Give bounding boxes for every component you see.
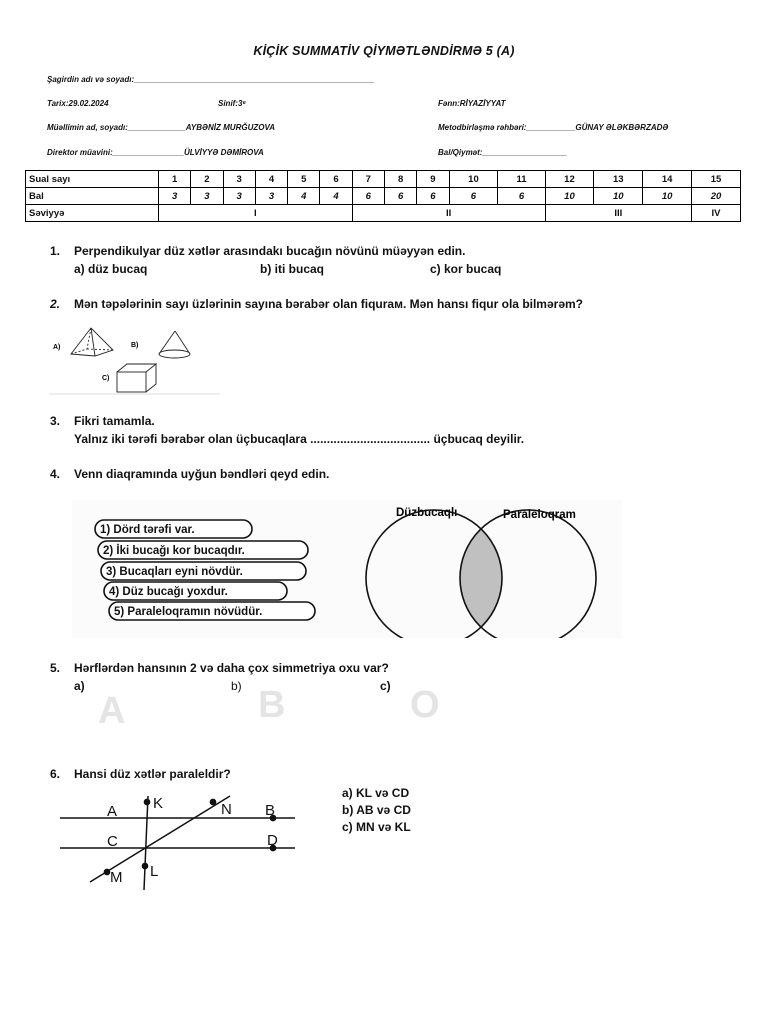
statement-3: 3) Bucaqları eyni növdür.	[106, 566, 243, 578]
letter-a-figure: A	[98, 690, 126, 732]
label-c: C)	[102, 375, 110, 382]
question-number: 3.	[50, 414, 61, 428]
level-row	[26, 205, 741, 222]
venn-label-parallelogram: Paraleloqram	[503, 509, 576, 521]
question-number: 2.	[50, 297, 61, 311]
label-d: D	[267, 832, 278, 849]
row-label-points: Bal	[26, 188, 159, 205]
question-number: 4.	[50, 467, 61, 481]
question-cell: 13	[594, 171, 643, 188]
question-cell: 10	[449, 171, 498, 188]
methodist-label: Metodbirləşmə rəhbəri:___________GÜNAY ƏLƏKBƏRZADƏ	[438, 123, 669, 132]
points-row	[26, 188, 741, 205]
points-cell: 3	[191, 188, 223, 205]
solids-figure	[47, 322, 222, 398]
point-n	[210, 799, 215, 804]
question-3	[50, 414, 155, 428]
points-cell: 4	[288, 188, 320, 205]
question-cell: 9	[417, 171, 449, 188]
question-cell: 8	[384, 171, 416, 188]
points-cell: 4	[320, 188, 352, 205]
question-2	[50, 297, 583, 311]
point-k	[144, 799, 149, 804]
question-cell: 1	[159, 171, 191, 188]
statement-5: 5) Paraleloqramın növüdür.	[114, 606, 263, 618]
lines-figure	[55, 788, 300, 906]
question-5	[50, 661, 389, 675]
level-cell: III	[545, 205, 692, 222]
label-b: B	[265, 802, 276, 819]
question-text: Mən təpələrinin sayı üzlərinin sayına bərabər olan fiqurам. Mən hansı fiqur ola bilmərəm?	[74, 297, 583, 311]
question-1	[50, 244, 465, 258]
cuboid-shape	[117, 364, 156, 392]
line-kl	[144, 796, 148, 890]
statement-2: 2) İki bucağı kor bucaqdır.	[103, 545, 245, 557]
question-cell: 3	[223, 171, 255, 188]
question-cell: 11	[498, 171, 545, 188]
point-m	[104, 869, 109, 874]
question-4	[50, 467, 329, 481]
points-cell: 3	[255, 188, 287, 205]
points-cell: 10	[594, 188, 643, 205]
question-number: 1.	[50, 244, 61, 258]
cone-shape	[159, 331, 190, 358]
subject-label: Fənn:RİYAZİYYAT	[438, 99, 506, 108]
points-cell: 6	[449, 188, 498, 205]
option-b: b) iti bucaq	[260, 262, 324, 276]
venn-label-rectangle: Düzbucaqlı	[396, 507, 458, 519]
fill-in-sentence: Yalnız iki tərəfi bərabər olan üçbucaqlara .................................... üçbucaq deyilir.	[74, 432, 525, 446]
student-name-field: Şagirdin adı və soyadı:______________________________________________________	[47, 75, 375, 84]
points-cell: 6	[384, 188, 416, 205]
points-cell: 20	[692, 188, 741, 205]
points-cell: 6	[417, 188, 449, 205]
question-cell: 7	[352, 171, 384, 188]
statement-4: 4) Düz bucağı yoxdur.	[109, 586, 228, 598]
director-label: Direktor müavini:________________ÜLVİYYƏ DƏMİROVA	[47, 148, 264, 157]
option-a: a) düz bucaq	[74, 262, 148, 276]
option-c: c) kor bucaq	[430, 262, 502, 276]
label-a: A)	[53, 344, 61, 351]
row-label-level: Səviyyə	[26, 205, 159, 222]
points-cell: 10	[545, 188, 594, 205]
label-m: M	[110, 869, 123, 886]
question-6	[50, 767, 231, 781]
label-a: A	[107, 803, 118, 820]
points-cell: 10	[643, 188, 692, 205]
question-text: Hansi düz xətlər paraleldir?	[74, 767, 231, 781]
question-cell: 12	[545, 171, 594, 188]
label-l: L	[150, 863, 159, 880]
option-b: b) AB və CD	[342, 803, 411, 817]
question-cell: 6	[320, 171, 352, 188]
question-cell: 14	[643, 171, 692, 188]
option-c: c)	[380, 679, 391, 693]
question-text: Hərflərdən hansının 2 və daha çox simmetriya oxu var?	[74, 661, 389, 675]
question-text: Venn diaqramında uyğun bəndləri qeyd edin.	[74, 467, 330, 481]
grade-label: Sinif:3ᵉ	[218, 99, 246, 108]
question-text: Fikri tamamla.	[74, 414, 155, 428]
question-cell: 4	[255, 171, 287, 188]
level-cell: I	[159, 205, 353, 222]
option-a: a) KL və CD	[342, 786, 410, 800]
date-label: Tarix:29.02.2024	[47, 99, 109, 108]
label-c: C	[107, 833, 118, 850]
question-cell: 15	[692, 171, 741, 188]
points-cell: 3	[159, 188, 191, 205]
venn-figure	[72, 500, 622, 638]
label-n: N	[221, 801, 232, 818]
question-cell: 5	[288, 171, 320, 188]
score-label: Bal/Qiymət:___________________	[438, 148, 567, 157]
pyramid-shape	[71, 328, 113, 356]
points-cell: 6	[498, 188, 545, 205]
letter-o-figure: O	[410, 684, 440, 726]
points-cell: 3	[223, 188, 255, 205]
label-b: B)	[131, 342, 139, 349]
label-k: K	[153, 795, 164, 812]
level-cell: IV	[692, 205, 741, 222]
teacher-label: Müəllimin ad, soyadı:_____________AYBƏNİZ MURĞUZOVA	[47, 123, 275, 132]
question-cell: 2	[191, 171, 223, 188]
question-number-row	[26, 171, 741, 188]
statement-1: 1) Dörd tərəfi var.	[100, 524, 195, 536]
option-a: a)	[74, 679, 85, 693]
page-title: KİÇİK SUMMATİV QİYMƏTLƏNDİRMƏ 5 (A)	[253, 44, 515, 58]
option-c: c) MN və KL	[342, 820, 411, 834]
option-b: b)	[231, 679, 242, 693]
point-l	[142, 863, 147, 868]
score-table	[25, 170, 741, 222]
question-number: 6.	[50, 767, 61, 781]
points-cell: 6	[352, 188, 384, 205]
row-label-questions: Sual sayı	[26, 171, 159, 188]
letter-b-figure: B	[258, 684, 286, 726]
question-text: Perpendikulyar düz xətlər arasındakı bucağın növünü müəyyən edin.	[74, 244, 466, 258]
level-cell: II	[352, 205, 545, 222]
question-number: 5.	[50, 661, 61, 675]
